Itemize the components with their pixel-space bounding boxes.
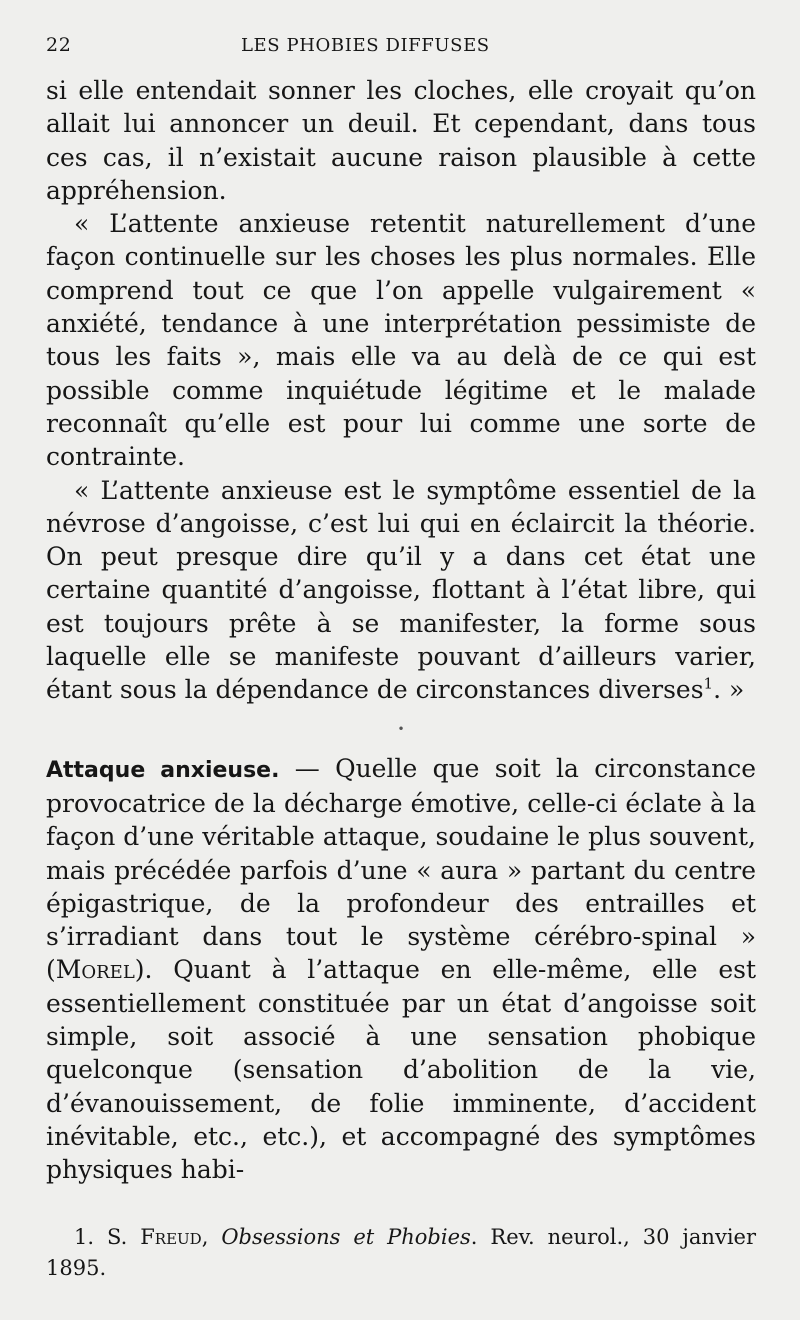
body-text [46, 74, 756, 1187]
cited-author: Morel [55, 955, 135, 985]
page-number: 22 [46, 34, 72, 56]
section-paragraph [46, 752, 756, 1187]
footnote-rest: . Rev. neurol., 30 janvier 1895. [46, 1224, 757, 1280]
footnote-reference: 1 [703, 675, 714, 694]
paragraph-quote-2-text: « L’attente anxieuse est le symptôme essentiel de la névrose d’angoisse, c’est lui qui en éclaircit la théorie. On peut presque dire qu’il y a dans cet état une certaine quantité d’angoisse, flottant à l’état libre, qui est toujours prête à se manifester, la forme sous laquelle elle se manifeste pouvant d’ailleurs varier, étant sous la dépendance de circonstances diverses [46, 475, 756, 705]
section-dash: — [279, 753, 336, 783]
paragraph-quote-2 [46, 474, 756, 707]
paragraph-quote-2-end: . » [713, 675, 745, 705]
running-title: LES PHOBIES DIFFUSES [241, 35, 490, 56]
footnote-separator: , [201, 1224, 222, 1249]
paragraph-continuation: si elle entendait sonner les cloches, elle croyait qu’on allait lui annoncer un deuil. Et cependant, dans tous ces cas, il n’existait aucune raison plausible à cette appréhension. [46, 76, 756, 205]
paragraph-quote-1: « L’attente anxieuse retentit naturellement d’une façon continuelle sur les choses les plus normales. Elle comprend tout ce que l’on appelle vulgairement « anxiété, tendance à une interprétation pessimiste de tous les faits », mais elle va au delà de ce qui est possible comme inquiétude légitime et le malade reconnaît qu’elle est pour lui comme une sorte de contrainte. [46, 209, 756, 472]
footnote-title: Obsessions et Phobies [221, 1224, 471, 1249]
footnote [46, 1222, 756, 1284]
footnotes [46, 1222, 756, 1284]
footnote-number: 1. [74, 1224, 95, 1249]
running-head [46, 34, 756, 74]
footnote-author: S. Freud [106, 1224, 202, 1249]
section-heading: Attaque anxieuse. [46, 757, 280, 783]
section-text-a: Quelle que soit la circonstance provocatrice de la décharge émotive, celle-ci éclate à la façon d’une véritable attaque, soudaine le plus souvent, mais précédée parfois d’une « aura » partant du centre épigastrique, de la profondeur des entrailles et s’irradiant dans tout le système cérébro-spinal » ( [46, 753, 756, 985]
section-ornament: • [397, 721, 405, 736]
section-text-b: ). Quant à l’attaque en elle-même, elle est essentiellement constituée par un état d’angoisse soit simple, soit associé à une sensation phobique quelconque (sensation d’abolition de la vie, d’évanouissement, de folie imminente, d’accident inévitable, etc., etc.), et accompagné des symptômes physiques habi- [46, 955, 756, 1185]
